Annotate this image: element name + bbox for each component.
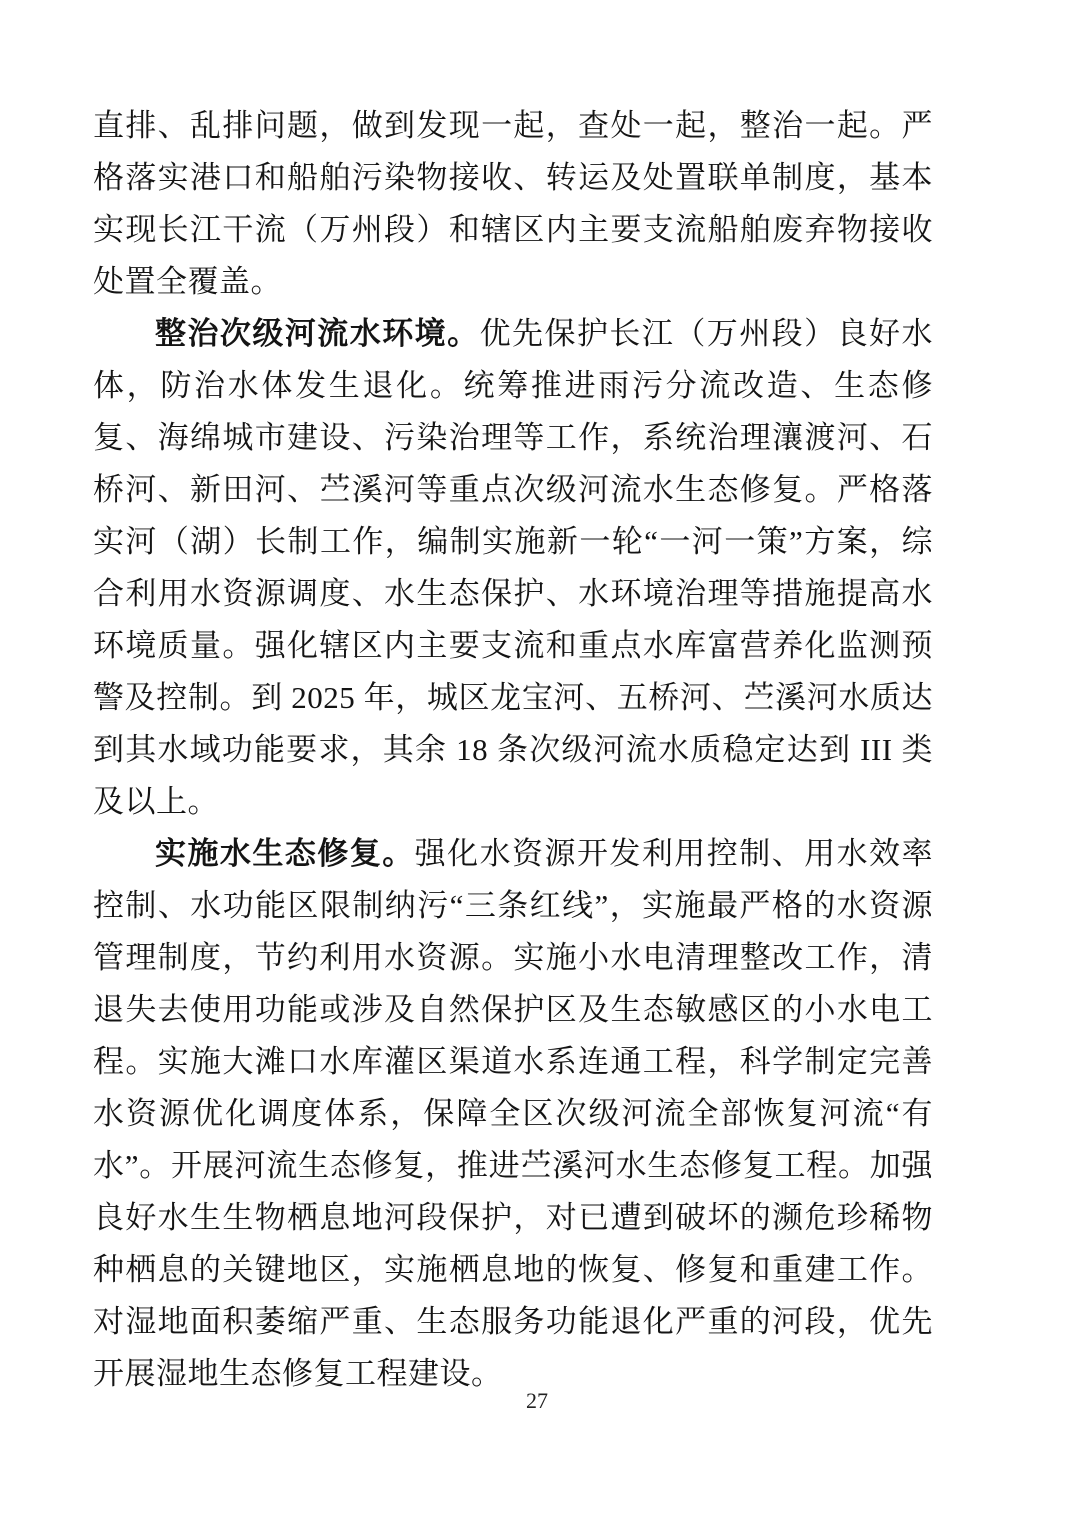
document-body	[93, 100, 933, 1400]
paragraph-text: 直排、乱排问题，做到发现一起，查处一起，整治一起。严格落实港口和船舶污染物接收、转运及处置联单制度，基本实现长江干流（万州段）和辖区内主要支流船舶废弃物接收处置全覆盖。	[93, 108, 933, 299]
page-number: 27	[526, 1388, 548, 1413]
paragraph-secondary-rivers	[93, 308, 933, 828]
paragraph-water-eco-restoration	[93, 828, 933, 1400]
paragraph-text: 优先保护长江（万州段）良好水体，防治水体发生退化。统筹推进雨污分流改造、生态修复、海绵城市建设、污染治理等工作，系统治理瀼渡河、石桥河、新田河、苎溪河等重点次级河流水生态修复。严格落实河（湖）长制工作，编制实施新一轮“一河一策”方案，综合利用水资源调度、水生态保护、水环境治理等措施提高水环境质量。强化辖区内主要支流和重点水库富营养化监测预警及控制。到 2025 年，城区龙宝河、五桥河、苎溪河水质达到其水域功能要求，其余 18 条次级河流水质稳定达到 III 类及以上。	[93, 316, 934, 819]
paragraph-lead: 整治次级河流水环境。	[155, 316, 480, 351]
paragraph-text: 强化水资源开发利用控制、用水效率控制、水功能区限制纳污“三条红线”，实施最严格的水资源管理制度，节约利用水资源。实施小水电清理整改工作，清退失去使用功能或涉及自然保护区及生态敏感区的小水电工程。实施大滩口水库灌区渠道水系连通工程，科学制定完善水资源优化调度体系，保障全区次级河流全部恢复河流“有水”。开展河流生态修复，推进苎溪河水生态修复工程。加强良好水生生物栖息地河段保护，对已遭到破坏的濒危珍稀物种栖息的关键地区，实施栖息地的恢复、修复和重建工作。对湿地面积萎缩严重、生态服务功能退化严重的河段，优先开展湿地生态修复工程建设。	[93, 836, 934, 1391]
paragraph-lead: 实施水生态修复。	[155, 836, 415, 871]
paragraph-continuation	[93, 100, 933, 308]
